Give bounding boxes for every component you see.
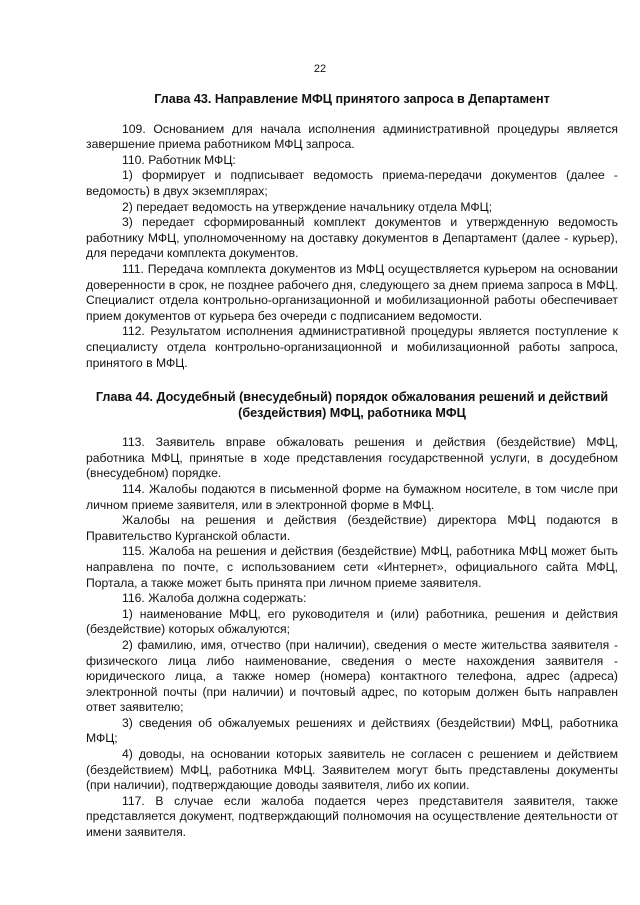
page-number: 22: [313, 63, 327, 75]
paragraph-113: 113. Заявитель вправе обжаловать решения и действия (бездействие) МФЦ, работника МФЦ, принятые в ходе представления государственной услуги, в досудебном (внесудебном) порядке.: [86, 435, 618, 481]
chapter-44-title: [86, 390, 618, 421]
chapter-44-title-line-2: (бездействия) МФЦ, работника МФЦ: [238, 405, 466, 420]
paragraph-116-item-2: 2) фамилию, имя, отчество (при наличии), сведения о месте жительства заявителя - физического лица либо наименование, сведения о месте нахождения заявителя - юридического лица, а также номер (номера) контактного телефона, адрес (адреса) электронной почты (при наличии) и почтовый адрес, по которым должен быть направлен ответ заявителю;: [86, 637, 618, 715]
chapter-43-section: [86, 92, 618, 371]
paragraph-117: 117. В случае если жалоба подается через представителя заявителя, также представляется документ, подтверждающий полномочия на осуществление деятельности от имени заявителя.: [86, 793, 618, 840]
chapter-43-title: Глава 43. Направление МФЦ принятого запроса в Департамент: [154, 92, 550, 106]
paragraph-115: 115. Жалоба на решения и действия (бездействие) МФЦ, работника МФЦ может быть направлена по почте, с использованием сети «Интернет», официального сайта МФЦ, Портала, а также может быть принята при личном приеме заявителя.: [86, 544, 618, 590]
paragraph-111: 111. Передача комплекта документов из МФЦ осуществляется курьером на основании доверенности в срок, не позднее рабочего дня, следующего за днем приема запроса в МФЦ. Специалист отдела контрольно-организационной и мобилизационной работы обеспечивает прием документов от курьера без очереди с подписанием ведомости.: [86, 261, 618, 323]
paragraph-114: 114. Жалобы подаются в письменной форме на бумажном носителе, в том числе при личном приеме заявителя, или в электронной форме в МФЦ.: [86, 481, 618, 512]
chapter-44-section: [86, 390, 618, 841]
paragraph-110: 110. Работник МФЦ:: [122, 152, 236, 167]
paragraph-112: 112. Результатом исполнения административной процедуры является поступление к специалисту отдела контрольно-организационной и мобилизационной работы запроса, принятого в МФЦ.: [86, 324, 618, 370]
paragraph-116-item-3: 3) сведения об обжалуемых решениях и действиях (бездействии) МФЦ, работника МФЦ;: [86, 715, 618, 746]
chapter-44-title-line-1: Глава 44. Досудебный (внесудебный) порядок обжалования решений и действий: [95, 390, 609, 404]
paragraph-109: 109. Основанием для начала исполнения административной процедуры является завершение приема работником МФЦ запроса.: [86, 121, 618, 152]
paragraph-110-item-3: 3) передает сформированный комплект документов и утвержденную ведомость работнику МФЦ, уполномоченному на доставку документов в Департамент (далее - курьер), для передачи комплекта документов.: [86, 215, 618, 261]
paragraph-110-item-1: 1) формирует и подписывает ведомость приема-передачи документов (далее - ведомость) в двух экземплярах;: [86, 168, 618, 198]
paragraph-116: 116. Жалоба должна содержать:: [122, 591, 307, 606]
paragraph-116-item-4: 4) доводы, на основании которых заявитель не согласен с решением и действием (бездействием) МФЦ, работника МФЦ. Заявителем могут быть представлены документы (при наличии), подтверждающие доводы заявителя, либо их копии.: [86, 747, 618, 793]
paragraph-114-director: Жалобы на решения и действия (бездействие) директора МФЦ подаются в Правительство Курганской области.: [86, 513, 618, 543]
paragraph-110-item-2: 2) передает ведомость на утверждение начальнику отдела МФЦ;: [122, 199, 493, 214]
paragraph-116-item-1: 1) наименование МФЦ, его руководителя и (или) работника, решения и действия (бездействие) которых обжалуются;: [86, 606, 618, 637]
